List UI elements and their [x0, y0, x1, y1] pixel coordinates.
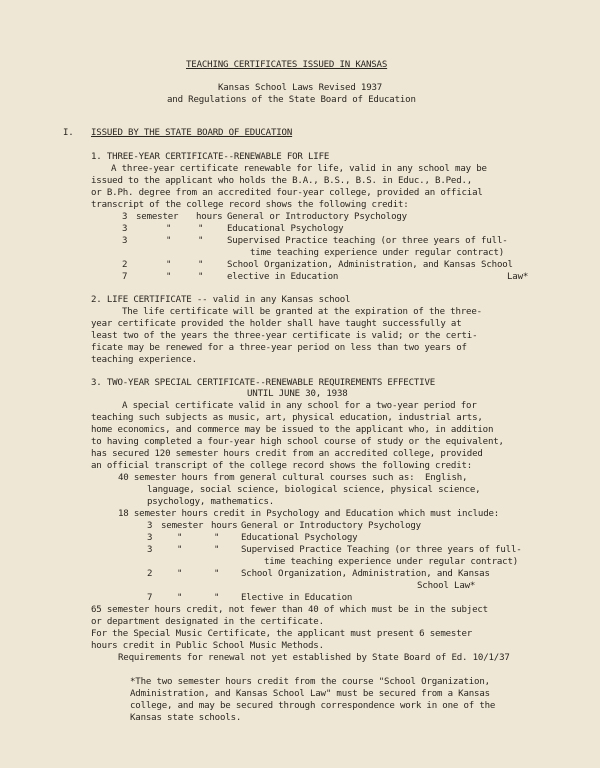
- item-3-line: to having completed a four-year high school course of study or the equivalent,: [91, 437, 504, 447]
- item-3-req-40: psychology, mathematics.: [147, 497, 275, 507]
- document-subtitle-2: and Regulations of the State Board of Education: [167, 95, 416, 105]
- item-3-tail: or department designated in the certificate.: [91, 617, 324, 627]
- item-3-line: A special certificate valid in any school for a two-year period for: [122, 401, 477, 411]
- item-3-tail: For the Special Music Certificate, the applicant must present 6 semester: [91, 629, 473, 639]
- footnote-line: *The two semester hours credit from the course "School Organization,: [130, 677, 490, 687]
- item-3-line: an official transcript of the college record shows the following credit:: [91, 461, 473, 471]
- item-2-line: ficate may be renewed for a three-year period on less than two years of: [91, 343, 467, 353]
- item-3-req-18: 18 semester hours credit in Psychology and Education which must include:: [118, 509, 500, 519]
- footnote-line: Kansas state schools.: [130, 713, 242, 723]
- item-3-line: teaching such subjects as music, art, physical education, industrial arts,: [91, 413, 483, 423]
- item-1-line: issued to the applicant who holds the B.A., B.S., B.S. in Educ., B.Ped.,: [91, 176, 473, 186]
- item-3-line: has secured 120 semester hours credit from an accredited college, provided: [91, 449, 483, 459]
- item-3-heading-date: UNTIL JUNE 30, 1938: [247, 389, 348, 399]
- item-2-line: The life certificate will be granted at the expiration of the three-: [122, 307, 482, 317]
- item-3-heading: 3. TWO-YEAR SPECIAL CERTIFICATE--RENEWABLE REQUIREMENTS EFFECTIVE: [91, 378, 436, 388]
- document-subtitle: Kansas School Laws Revised 1937: [218, 83, 383, 93]
- item-2-line: teaching experience.: [91, 355, 197, 365]
- item-1-line: A three-year certificate renewable for life, valid in any school may be: [111, 164, 487, 174]
- item-2-line: year certificate provided the holder shall have taught successfully at: [91, 319, 462, 329]
- item-3-tail: hours credit in Public School Music Methods.: [91, 641, 324, 651]
- footnote-line: Administration, and Kansas School Law" must be secured from a Kansas: [130, 689, 490, 699]
- item-3-line: home economics, and commerce may be issued to the applicant who, in addition: [91, 425, 494, 435]
- footnote-line: college, and may be secured through correspondence work in one of the: [130, 701, 496, 711]
- item-2-heading: 2. LIFE CERTIFICATE -- valid in any Kansas school: [91, 295, 351, 305]
- section-number: I.: [63, 128, 74, 138]
- item-1-line: or B.Ph. degree from an accredited four-year college, provided an official: [91, 188, 483, 198]
- item-1-heading: 1. THREE-YEAR CERTIFICATE--RENEWABLE FOR LIFE: [91, 152, 330, 162]
- document-title: TEACHING CERTIFICATES ISSUED IN KANSAS: [186, 60, 388, 70]
- item-1-line: transcript of the college record shows the following credit:: [91, 200, 409, 210]
- item-3-renewal-note: Requirements for renewal not yet established by State Board of Ed. 10/1/37: [118, 653, 510, 663]
- item-2-line: least two of the years the three-year certificate is valid; or the certi-: [91, 331, 478, 341]
- item-3-req-40: 40 semester hours from general cultural courses such as: English,: [118, 473, 468, 483]
- item-3-req-40: language, social science, biological science, physical science,: [147, 485, 481, 495]
- item-3-tail: 65 semester hours credit, not fewer than 40 of which must be in the subject: [91, 605, 488, 615]
- section-heading: ISSUED BY THE STATE BOARD OF EDUCATION: [91, 128, 293, 138]
